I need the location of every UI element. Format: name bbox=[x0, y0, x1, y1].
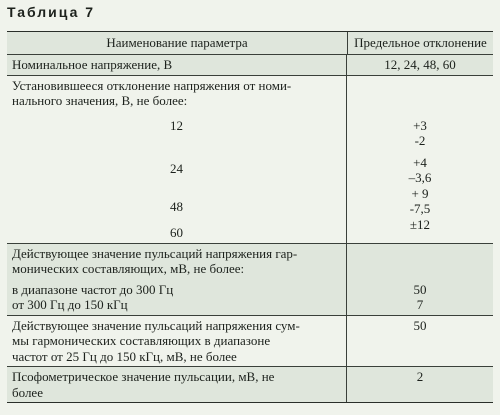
value-cell bbox=[347, 76, 493, 243]
table-row bbox=[7, 76, 493, 244]
sub-label: 48 bbox=[170, 198, 183, 214]
param-text: Псофометрическое значение пульсации, мВ, не bbox=[12, 369, 275, 384]
deviation-value: +3 bbox=[413, 117, 427, 133]
deviation-value: +4 bbox=[413, 154, 427, 170]
table-row bbox=[7, 55, 493, 76]
param-text: в диапазоне частот до 300 Гц bbox=[12, 281, 174, 297]
table-row bbox=[7, 316, 493, 368]
header-param: Наименование параметра bbox=[7, 32, 348, 54]
param-text: Действующее значение пульсаций напряжения гар- bbox=[12, 245, 298, 261]
param-text: более bbox=[12, 384, 43, 400]
param-text: от 300 Гц до 150 кГц bbox=[12, 297, 128, 312]
table-row bbox=[7, 244, 493, 316]
deviation-value: 7 bbox=[416, 297, 424, 312]
param-cell bbox=[7, 76, 347, 243]
value-cell bbox=[347, 316, 493, 367]
param-text: Действующее значение пульсаций напряжения сум- bbox=[12, 317, 300, 333]
sub-label: 60 bbox=[170, 225, 183, 240]
deviation-value: -7,5 bbox=[409, 201, 431, 216]
deviation-value: 50 bbox=[413, 317, 427, 333]
header-deviation: Предельное отклонение bbox=[354, 35, 487, 50]
deviation-value: -2 bbox=[414, 133, 426, 148]
sub-label: 12 bbox=[170, 117, 183, 133]
param-cell bbox=[7, 367, 347, 402]
table-header bbox=[7, 32, 493, 55]
param-text: монических составляющих, мВ, не более: bbox=[12, 261, 245, 276]
param-cell bbox=[7, 316, 347, 367]
value-cell: 12, 24, 48, 60 bbox=[384, 57, 456, 72]
value-cell bbox=[347, 367, 493, 402]
param-text: Номинальное напряжение, В bbox=[12, 57, 173, 72]
table-row bbox=[7, 367, 493, 402]
sub-label: 24 bbox=[170, 161, 183, 176]
param-text: мы гармонических составляющих в диапазоне bbox=[12, 333, 271, 348]
deviation-value: + 9 bbox=[411, 185, 429, 201]
deviation-value: ±12 bbox=[409, 216, 431, 232]
param-text: частот от 25 Гц до 150 кГц, мВ, не более bbox=[12, 348, 237, 364]
param-cell bbox=[7, 244, 347, 315]
deviation-value: 2 bbox=[416, 369, 424, 384]
parameters-table bbox=[7, 31, 493, 403]
param-text: нального значения, В, не более: bbox=[12, 93, 188, 108]
param-cell bbox=[7, 55, 347, 75]
param-text: Установившееся отклонение напряжения от номи- bbox=[12, 77, 292, 93]
deviation-value: 50 bbox=[413, 281, 427, 297]
table-caption: Таблица 7 bbox=[7, 4, 96, 20]
value-cell bbox=[347, 244, 493, 315]
deviation-value: –3,6 bbox=[408, 170, 432, 185]
